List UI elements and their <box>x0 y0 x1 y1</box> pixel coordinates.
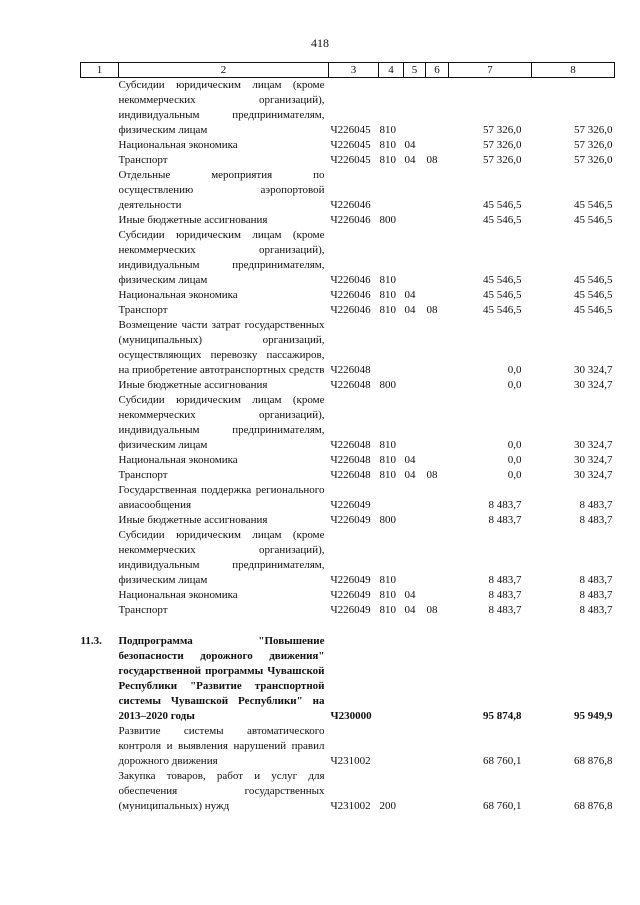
row-col6 <box>426 453 449 468</box>
table-row <box>81 213 615 228</box>
table-row <box>81 769 615 814</box>
num-cell <box>81 168 119 213</box>
header-row <box>81 63 615 78</box>
row-code: Ч226049 <box>330 589 371 601</box>
spacer-row <box>81 618 615 634</box>
row-value-7: 0,0 <box>507 439 522 451</box>
row-name: Национальная экономика <box>118 589 238 601</box>
row-name: Субсидии юридическим лицам (кроме некоммерческих организаций), индивидуальным предпринимателям, физическим лицам <box>118 529 325 586</box>
table-row <box>81 168 615 213</box>
row-code: Ч226049 <box>330 499 371 511</box>
row-name: Субсидии юридическим лицам (кроме некоммерческих организаций), индивидуальным предпринимателям, физическим лицам <box>118 79 325 136</box>
table-body <box>81 78 615 619</box>
row-code: Ч226045 <box>330 154 371 166</box>
table-row <box>81 228 615 288</box>
num-cell <box>81 483 119 513</box>
row-name: Субсидии юридическим лицам (кроме некоммерческих организаций), индивидуальным предпринимателям, физическим лицам <box>118 229 325 286</box>
row-col5 <box>404 528 426 588</box>
table-row <box>81 393 615 453</box>
row-col5: 04 <box>404 454 416 466</box>
row-name: Развитие системы автоматического контроля и выявления нарушений правил дорожного движения <box>118 725 325 767</box>
row-col5 <box>404 168 426 213</box>
row-value-8: 45 546,5 <box>574 289 613 301</box>
row-col5 <box>404 513 426 528</box>
row-value-8: 57 326,0 <box>574 139 613 151</box>
row-value-8: 8 483,7 <box>579 499 613 511</box>
table-row <box>81 78 615 139</box>
row-value-8: 8 483,7 <box>579 589 613 601</box>
row-code: Ч226046 <box>330 274 371 286</box>
table-row <box>81 318 615 378</box>
row-col4: 810 <box>379 574 396 586</box>
row-col6 <box>426 724 449 769</box>
row-value-7: 0,0 <box>507 469 522 481</box>
row-col5: 04 <box>404 154 416 166</box>
row-value-8: 30 324,7 <box>574 379 613 391</box>
row-col5 <box>404 393 426 453</box>
row-value-7: 0,0 <box>507 454 522 466</box>
row-col4: 800 <box>379 379 396 391</box>
num-cell <box>81 393 119 453</box>
row-col5 <box>404 213 426 228</box>
table-row <box>81 588 615 603</box>
row-col5 <box>404 724 426 769</box>
row-col4: 810 <box>379 454 396 466</box>
num-cell <box>81 468 119 483</box>
row-col6 <box>426 228 449 288</box>
row-col4: 810 <box>379 289 396 301</box>
num-cell <box>81 228 119 288</box>
row-value-7: 8 483,7 <box>488 604 522 616</box>
num-cell <box>81 78 119 139</box>
num-cell <box>81 378 119 393</box>
row-name: Транспорт <box>118 604 168 616</box>
row-col4 <box>379 318 404 378</box>
row-col6 <box>426 528 449 588</box>
section-name: Подпрограмма "Повышение безопасности дорожного движения" государственной программы Чувашской Республики "Развитие транспортной системы Чувашской Республики" на 2013–2020 годы <box>118 635 325 722</box>
row-value-7: 8 483,7 <box>488 514 522 526</box>
row-value-8: 8 483,7 <box>579 514 613 526</box>
table-row <box>81 303 615 318</box>
row-value-8: 30 324,7 <box>574 364 613 376</box>
row-code: Ч231002 <box>330 800 371 812</box>
row-value-8: 68 876,8 <box>574 800 613 812</box>
row-code: Ч226048 <box>330 379 371 391</box>
table-header <box>81 63 615 78</box>
row-col4 <box>379 483 404 513</box>
row-col6 <box>426 168 449 213</box>
row-code: Ч226046 <box>330 199 371 211</box>
row-col4 <box>379 168 404 213</box>
num-cell <box>81 288 119 303</box>
row-col5 <box>404 378 426 393</box>
row-col4 <box>379 724 404 769</box>
row-value-7: 57 326,0 <box>483 139 522 151</box>
row-col6: 08 <box>426 469 438 481</box>
row-name: Отдельные мероприятия по осуществлению аэропортовой деятельности <box>118 169 325 211</box>
row-col4: 810 <box>379 304 396 316</box>
row-code: Ч226048 <box>330 454 371 466</box>
row-col5: 04 <box>404 139 416 151</box>
row-col5 <box>404 228 426 288</box>
num-cell <box>81 453 119 468</box>
num-cell <box>81 513 119 528</box>
row-code: Ч231002 <box>330 755 371 767</box>
row-value-7: 68 760,1 <box>483 755 522 767</box>
row-col5 <box>404 483 426 513</box>
row-code: Ч226046 <box>330 289 371 301</box>
row-col4: 810 <box>379 469 396 481</box>
header-cell: 7 <box>449 63 532 78</box>
row-name: Транспорт <box>118 469 168 481</box>
table-row <box>81 528 615 588</box>
section-row <box>81 634 615 724</box>
row-value-7: 45 546,5 <box>483 289 522 301</box>
section-value-8: 95 949,9 <box>574 710 613 722</box>
table-row <box>81 138 615 153</box>
page-number: 418 <box>311 36 329 50</box>
row-value-8: 8 483,7 <box>579 604 613 616</box>
row-col6 <box>426 318 449 378</box>
row-value-7: 57 326,0 <box>483 124 522 136</box>
row-col6: 08 <box>426 604 438 616</box>
row-value-8: 68 876,8 <box>574 755 613 767</box>
row-code: Ч226048 <box>330 364 371 376</box>
row-col5: 04 <box>404 604 416 616</box>
row-name: Государственная поддержка регионального авиасообщения <box>118 484 325 511</box>
row-name: Иные бюджетные ассигнования <box>118 379 268 391</box>
row-name: Иные бюджетные ассигнования <box>118 514 268 526</box>
row-col4: 810 <box>379 439 396 451</box>
section-code: Ч230000 <box>330 710 372 722</box>
table-row <box>81 483 615 513</box>
row-col5: 04 <box>404 304 416 316</box>
row-col6: 08 <box>426 304 438 316</box>
header-cell: 1 <box>81 63 119 78</box>
num-cell <box>81 213 119 228</box>
table-row <box>81 153 615 168</box>
row-col4: 800 <box>379 214 396 226</box>
row-code: Ч226048 <box>330 439 371 451</box>
row-code: Ч226045 <box>330 124 371 136</box>
row-value-7: 8 483,7 <box>488 499 522 511</box>
header-cell: 4 <box>379 63 404 78</box>
num-cell <box>81 528 119 588</box>
table-row <box>81 453 615 468</box>
row-value-8: 30 324,7 <box>574 439 613 451</box>
table-row <box>81 288 615 303</box>
row-col4: 800 <box>379 514 396 526</box>
num-cell <box>81 153 119 168</box>
row-code: Ч226048 <box>330 469 371 481</box>
row-col4: 810 <box>379 589 396 601</box>
table-row <box>81 378 615 393</box>
num-cell <box>81 603 119 618</box>
row-value-8: 45 546,5 <box>574 274 613 286</box>
row-col4: 810 <box>379 124 396 136</box>
num-cell <box>81 138 119 153</box>
row-code: Ч226045 <box>330 139 371 151</box>
row-value-8: 57 326,0 <box>574 124 613 136</box>
row-col5 <box>404 769 426 814</box>
row-value-8: 45 546,5 <box>574 214 613 226</box>
row-col4: 810 <box>379 139 396 151</box>
row-name: Национальная экономика <box>118 454 238 466</box>
row-col6 <box>426 213 449 228</box>
row-col6 <box>426 138 449 153</box>
table-row <box>81 513 615 528</box>
row-code: Ч226049 <box>330 574 371 586</box>
row-value-8: 57 326,0 <box>574 154 613 166</box>
header-cell: 3 <box>329 63 379 78</box>
row-name: Национальная экономика <box>118 289 238 301</box>
row-name: Транспорт <box>118 154 168 166</box>
row-col4: 810 <box>379 604 396 616</box>
row-value-7: 8 483,7 <box>488 589 522 601</box>
row-col6 <box>426 588 449 603</box>
row-value-7: 45 546,5 <box>483 274 522 286</box>
row-col6 <box>426 288 449 303</box>
table-row <box>81 603 615 618</box>
row-name: Национальная экономика <box>118 139 238 151</box>
row-name: Возмещение части затрат государственных (муниципальных) организаций, осуществляющих перевозку пассажиров, на приобретение автотранспортных средств <box>118 319 325 376</box>
section-number: 11.3. <box>80 635 102 647</box>
row-value-7: 0,0 <box>507 379 522 391</box>
section-value-7: 95 874,8 <box>483 710 522 722</box>
row-col6 <box>426 513 449 528</box>
row-col6 <box>426 483 449 513</box>
table-row <box>81 724 615 769</box>
row-value-7: 57 326,0 <box>483 154 522 166</box>
row-code: Ч226049 <box>330 604 371 616</box>
row-name: Субсидии юридическим лицам (кроме некоммерческих организаций), индивидуальным предпринимателям, физическим лицам <box>118 394 325 451</box>
row-col6 <box>426 393 449 453</box>
row-code: Ч226046 <box>330 214 371 226</box>
row-value-8: 45 546,5 <box>574 304 613 316</box>
row-value-7: 45 546,5 <box>483 304 522 316</box>
budget-table <box>80 62 615 814</box>
row-value-7: 45 546,5 <box>483 214 522 226</box>
num-cell <box>81 769 119 814</box>
num-cell <box>81 588 119 603</box>
row-code: Ч226049 <box>330 514 371 526</box>
row-value-7: 68 760,1 <box>483 800 522 812</box>
section-body <box>81 618 615 724</box>
row-value-8: 45 546,5 <box>574 199 613 211</box>
row-col5: 04 <box>404 469 416 481</box>
row-col4: 200 <box>379 800 396 812</box>
row-col6: 08 <box>426 154 438 166</box>
table-body-2 <box>81 724 615 814</box>
header-cell: 6 <box>426 63 449 78</box>
num-cell <box>81 318 119 378</box>
header-cell: 8 <box>532 63 615 78</box>
num-cell <box>81 724 119 769</box>
header-cell: 2 <box>119 63 329 78</box>
row-name: Закупка товаров, работ и услуг для обеспечения государственных (муниципальных) нужд <box>118 770 325 812</box>
row-value-8: 8 483,7 <box>579 574 613 586</box>
header-cell: 5 <box>404 63 426 78</box>
row-col6 <box>426 78 449 139</box>
row-value-8: 30 324,7 <box>574 454 613 466</box>
row-col6 <box>426 378 449 393</box>
row-col5: 04 <box>404 289 416 301</box>
row-col6 <box>426 769 449 814</box>
row-code: Ч226046 <box>330 304 371 316</box>
row-value-7: 45 546,5 <box>483 199 522 211</box>
row-name: Транспорт <box>118 304 168 316</box>
table-row <box>81 468 615 483</box>
row-col5: 04 <box>404 589 416 601</box>
row-value-7: 0,0 <box>507 364 522 376</box>
row-col5 <box>404 78 426 139</box>
row-name: Иные бюджетные ассигнования <box>118 214 268 226</box>
row-value-8: 30 324,7 <box>574 469 613 481</box>
row-value-7: 8 483,7 <box>488 574 522 586</box>
row-col4: 810 <box>379 154 396 166</box>
num-cell <box>81 303 119 318</box>
row-col5 <box>404 318 426 378</box>
row-col4: 810 <box>379 274 396 286</box>
